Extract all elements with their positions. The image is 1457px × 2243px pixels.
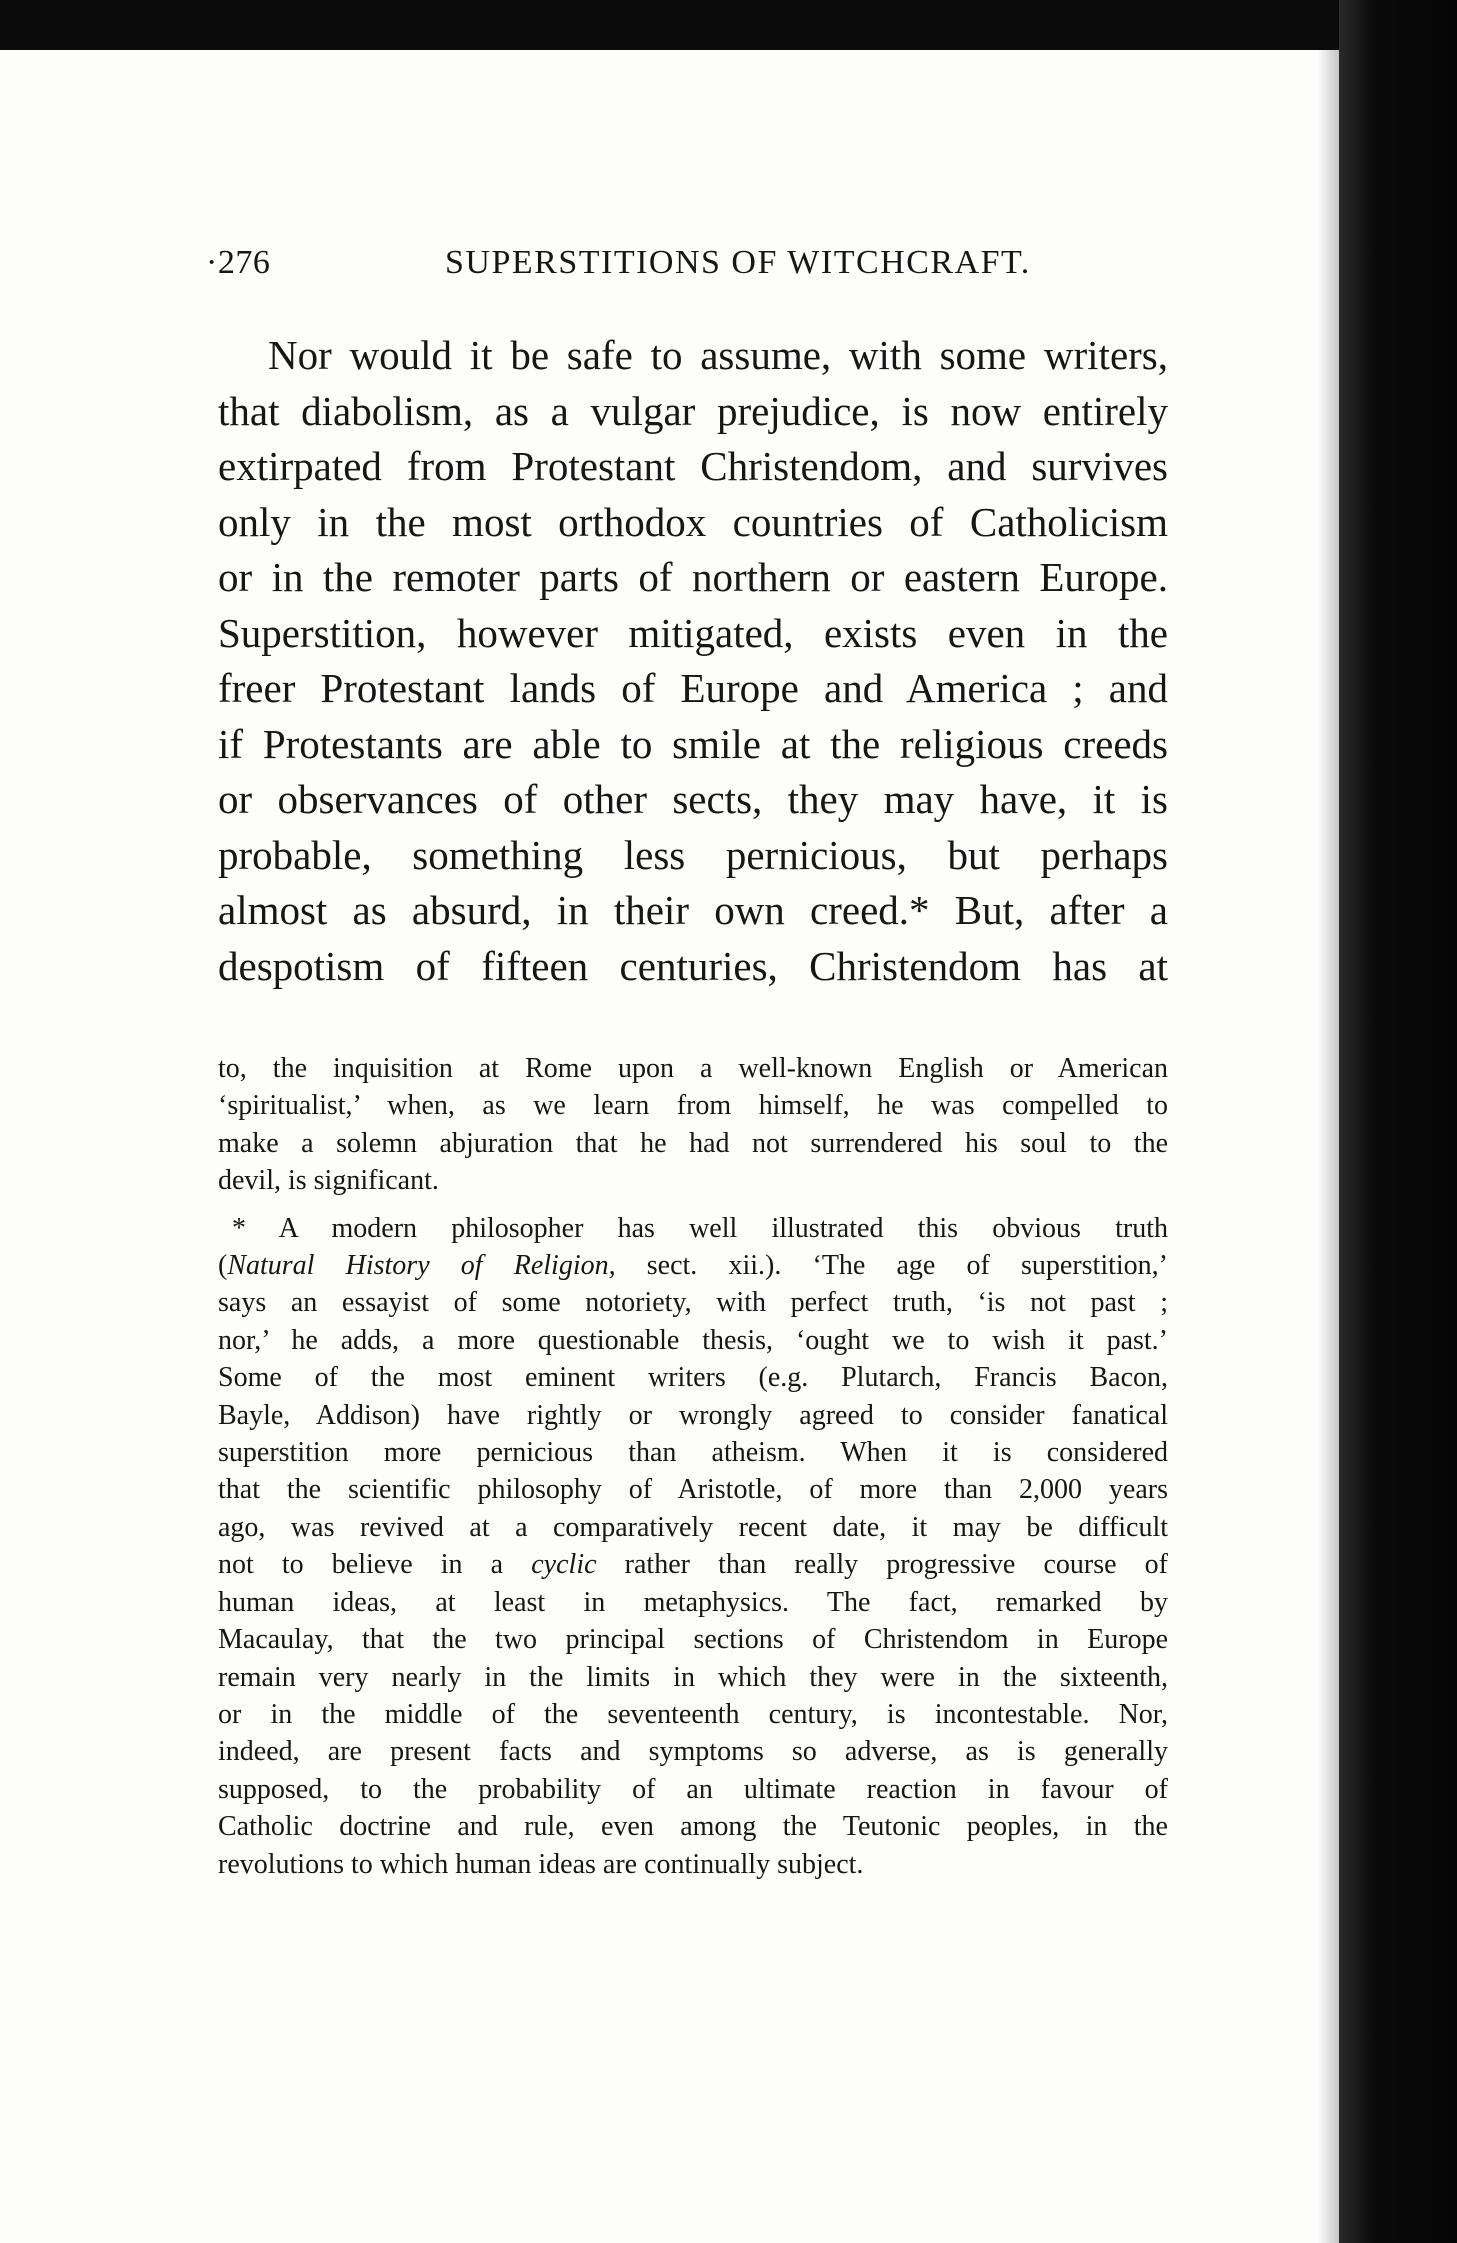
text-line: if Protestants are able to smile at the religious creeds xyxy=(218,720,1168,767)
footnote-line: ago, was revived at a comparatively recent date, it may be difficult xyxy=(218,1511,1168,1543)
footnote-book-title: Natural History of Religion, xyxy=(227,1250,616,1282)
footnote-line: or in the middle of the seventeenth century, is incontestable. Nor, xyxy=(218,1698,1168,1730)
footnote-text: not to believe in a xyxy=(218,1549,532,1581)
text-line: extirpated from Protestant Christendom, and survives xyxy=(218,443,1168,489)
text-line: despotism of fifteen centuries, Christendom has at xyxy=(218,942,1168,989)
text-line: only in the most orthodox countries of Catholicism xyxy=(218,498,1168,545)
footnote-line: Some of the most eminent writers (e.g. Plutarch, Francis Bacon, xyxy=(218,1362,1168,1394)
main-text xyxy=(218,328,1168,994)
footnote-line: make a solemn abjuration that he had not surrendered his soul to the xyxy=(218,1127,1168,1159)
text-line: Nor would it be safe to assume, with some writers, xyxy=(268,332,1168,378)
footnote-line: nor,’ he adds, a more questionable thesis, ‘ought we to wish it past.’ xyxy=(218,1324,1168,1356)
footnote-line xyxy=(218,1546,1168,1583)
footnote-line: Macaulay, that the two principal sections of Christendom in Europe xyxy=(218,1624,1168,1656)
text-line: or in the remoter parts of northern or eastern Europe. xyxy=(218,554,1168,600)
footnote-line: Catholic doctrine and rule, even among the Teutonic peoples, in the xyxy=(218,1811,1168,1843)
scan-top-border xyxy=(0,0,1457,50)
scan-right-border xyxy=(1339,0,1457,2243)
footnote-line: remain very nearly in the limits in which they were in the sixteenth, xyxy=(218,1661,1168,1693)
footnote-text: sect. xii.). ‘The age of superstition,’ xyxy=(615,1250,1168,1282)
footnote-text: ( xyxy=(218,1250,228,1282)
footnote-line: supposed, to the probability of an ultimate reaction in favour of xyxy=(218,1773,1168,1805)
page-number: ·276 xyxy=(206,244,271,281)
footnote-line: * A modern philosopher has well illustrated this obvious truth xyxy=(232,1212,1168,1244)
footnote-line: superstition more pernicious than atheism. When it is considered xyxy=(218,1437,1168,1469)
footnote-line xyxy=(218,1247,1168,1284)
footnote-line: devil, is significant. xyxy=(218,1165,439,1197)
footnotes xyxy=(218,1050,1168,1883)
footnote-line: Bayle, Addison) have rightly or wrongly agreed to consider fanatical xyxy=(218,1399,1168,1431)
footnote-line: to, the inquisition at Rome upon a well-known English or American xyxy=(218,1053,1168,1084)
text-line: freer Protestant lands of Europe and America ; and xyxy=(218,665,1168,711)
footnote-italic-word: cyclic xyxy=(531,1549,597,1581)
footnote-continued xyxy=(218,1050,1168,1200)
text-line: probable, something less pernicious, but perhaps xyxy=(218,831,1168,878)
footnote-line: says an essayist of some notoriety, with perfect truth, ‘is not past ; xyxy=(218,1287,1168,1319)
footnote-line: that the scientific philosophy of Aristotle, of more than 2,000 years xyxy=(218,1474,1168,1506)
footnote-line: human ideas, at least in metaphysics. The fact, remarked by xyxy=(218,1586,1168,1618)
footnote-text: rather than really progressive course of xyxy=(596,1549,1168,1581)
footnote-line: indeed, are present facts and symptoms so adverse, as is generally xyxy=(218,1736,1168,1768)
running-head xyxy=(200,244,1170,294)
gutter-shadow xyxy=(1317,50,1339,2243)
text-line: Superstition, however mitigated, exists even in the xyxy=(218,609,1168,656)
text-line: almost as absurd, in their own creed.* But, after a xyxy=(218,887,1168,933)
text-line: or observances of other sects, they may have, it is xyxy=(218,776,1168,822)
footnote-line: ‘spiritualist,’ when, as we learn from himself, he was compelled to xyxy=(218,1090,1168,1122)
running-title: SUPERSTITIONS OF WITCHCRAFT. xyxy=(445,244,1031,281)
text-line: that diabolism, as a vulgar prejudice, is now entirely xyxy=(218,387,1168,434)
footnote-line: revolutions to which human ideas are continually subject. xyxy=(218,1848,864,1880)
footnote-star xyxy=(218,1210,1168,1883)
